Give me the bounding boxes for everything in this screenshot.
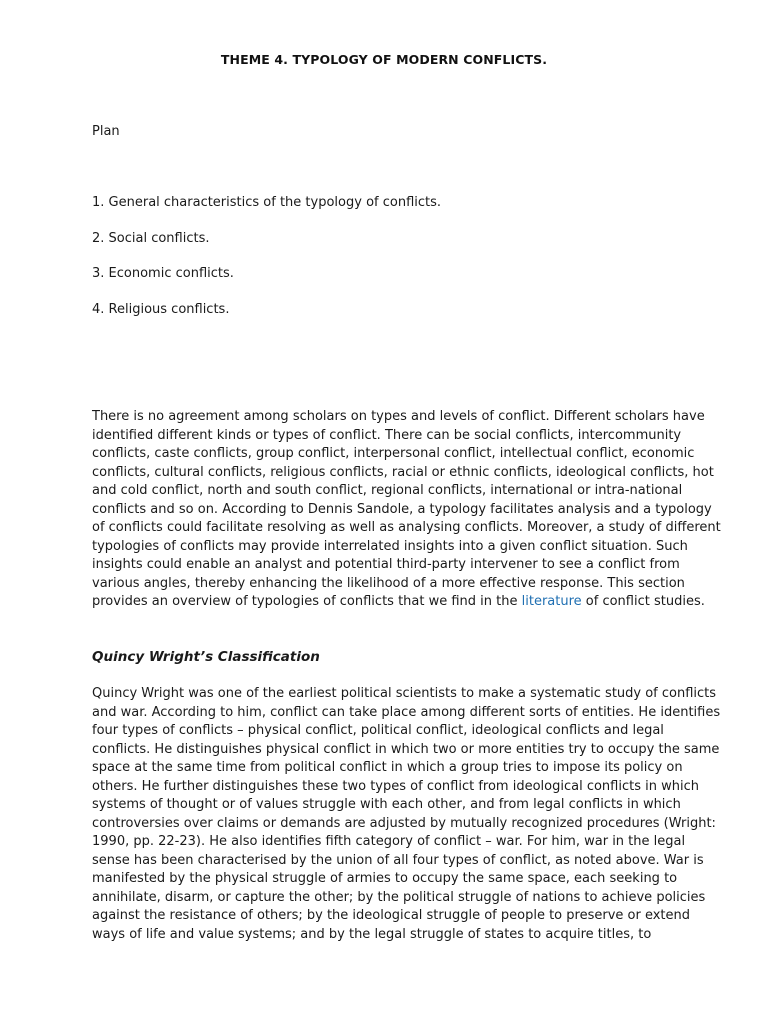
page-title: THEME 4. TYPOLOGY OF MODERN CONFLICTS.: [220, 52, 548, 67]
plan-label: Plan: [92, 124, 120, 139]
plan-item-1: 1. General characteristics of the typology of conflicts.: [92, 195, 442, 210]
intro-paragraph: [92, 408, 722, 612]
literature-link[interactable]: literature: [521, 594, 582, 609]
plan-item-3: 3. Economic conflicts.: [92, 266, 234, 281]
intro-text-start: There is no agreement among scholars on types and levels of conflict. Different scholars have identified different kinds or types of conflict. There can be social conflicts, intercommunity conflicts, caste conflicts, group conflict, interpersonal conflict, intellectual conflict, economic conflicts, cultural conflicts, religious conflicts, racial or ethnic conflicts, ideological conflicts, hot and cold conflict, north and south conflict, regional conflicts, international or intra-national conflicts and so on. According to Dennis Sandole, a typology facilitates analysis and a typology of conflicts could facilitate resolving as well as analysing conflicts. Moreover, a study of different typologies of conflicts may provide interrelated insights into a given conflict situation. Such insights could enable an analyst and potential third-party intervener to see a conflict from various angles, thereby enhancing the likelihood of a more effective response. This section provides an overview of typologies of conflicts that we find in the: [92, 409, 721, 609]
section-heading: Quincy Wright’s Classification: [92, 649, 320, 665]
intro-text-end: of conflict studies.: [581, 594, 705, 609]
plan-item-2: 2. Social conflicts.: [92, 231, 210, 246]
plan-item-4: 4. Religious conflicts.: [92, 302, 230, 317]
wright-paragraph: Quincy Wright was one of the earliest political scientists to make a systematic study of conflicts and war. According to him, conflict can take place among different sorts of entities. He identifies four types of conflicts – physical conflict, political conflict, ideological conflicts and legal conflicts. He distinguishes physical conflict in which two or more entities try to occupy the same space at the same time from political conflict in which a group tries to impose its policy on others. He further distinguishes these two types of conflict from ideological conflicts in which systems of thought or of values struggle with each other, and from legal conflicts in which controversies over claims or demands are adjusted by mutually recognized procedures (Wright: 1990, pp. 22-23). He also identifies fifth category of conflict – war. For him, war in the legal sense has been characterised by the union of all four types of conflict, as noted above. War is manifested by the physical struggle of armies to occupy the same space, each seeking to annihilate, disarm, or capture the other; by the political struggle of nations to achieve policies against the resistance of others; by the ideological struggle of people to preserve or extend ways of life and value systems; and by the legal struggle of states to acquire titles, to: [92, 686, 721, 942]
